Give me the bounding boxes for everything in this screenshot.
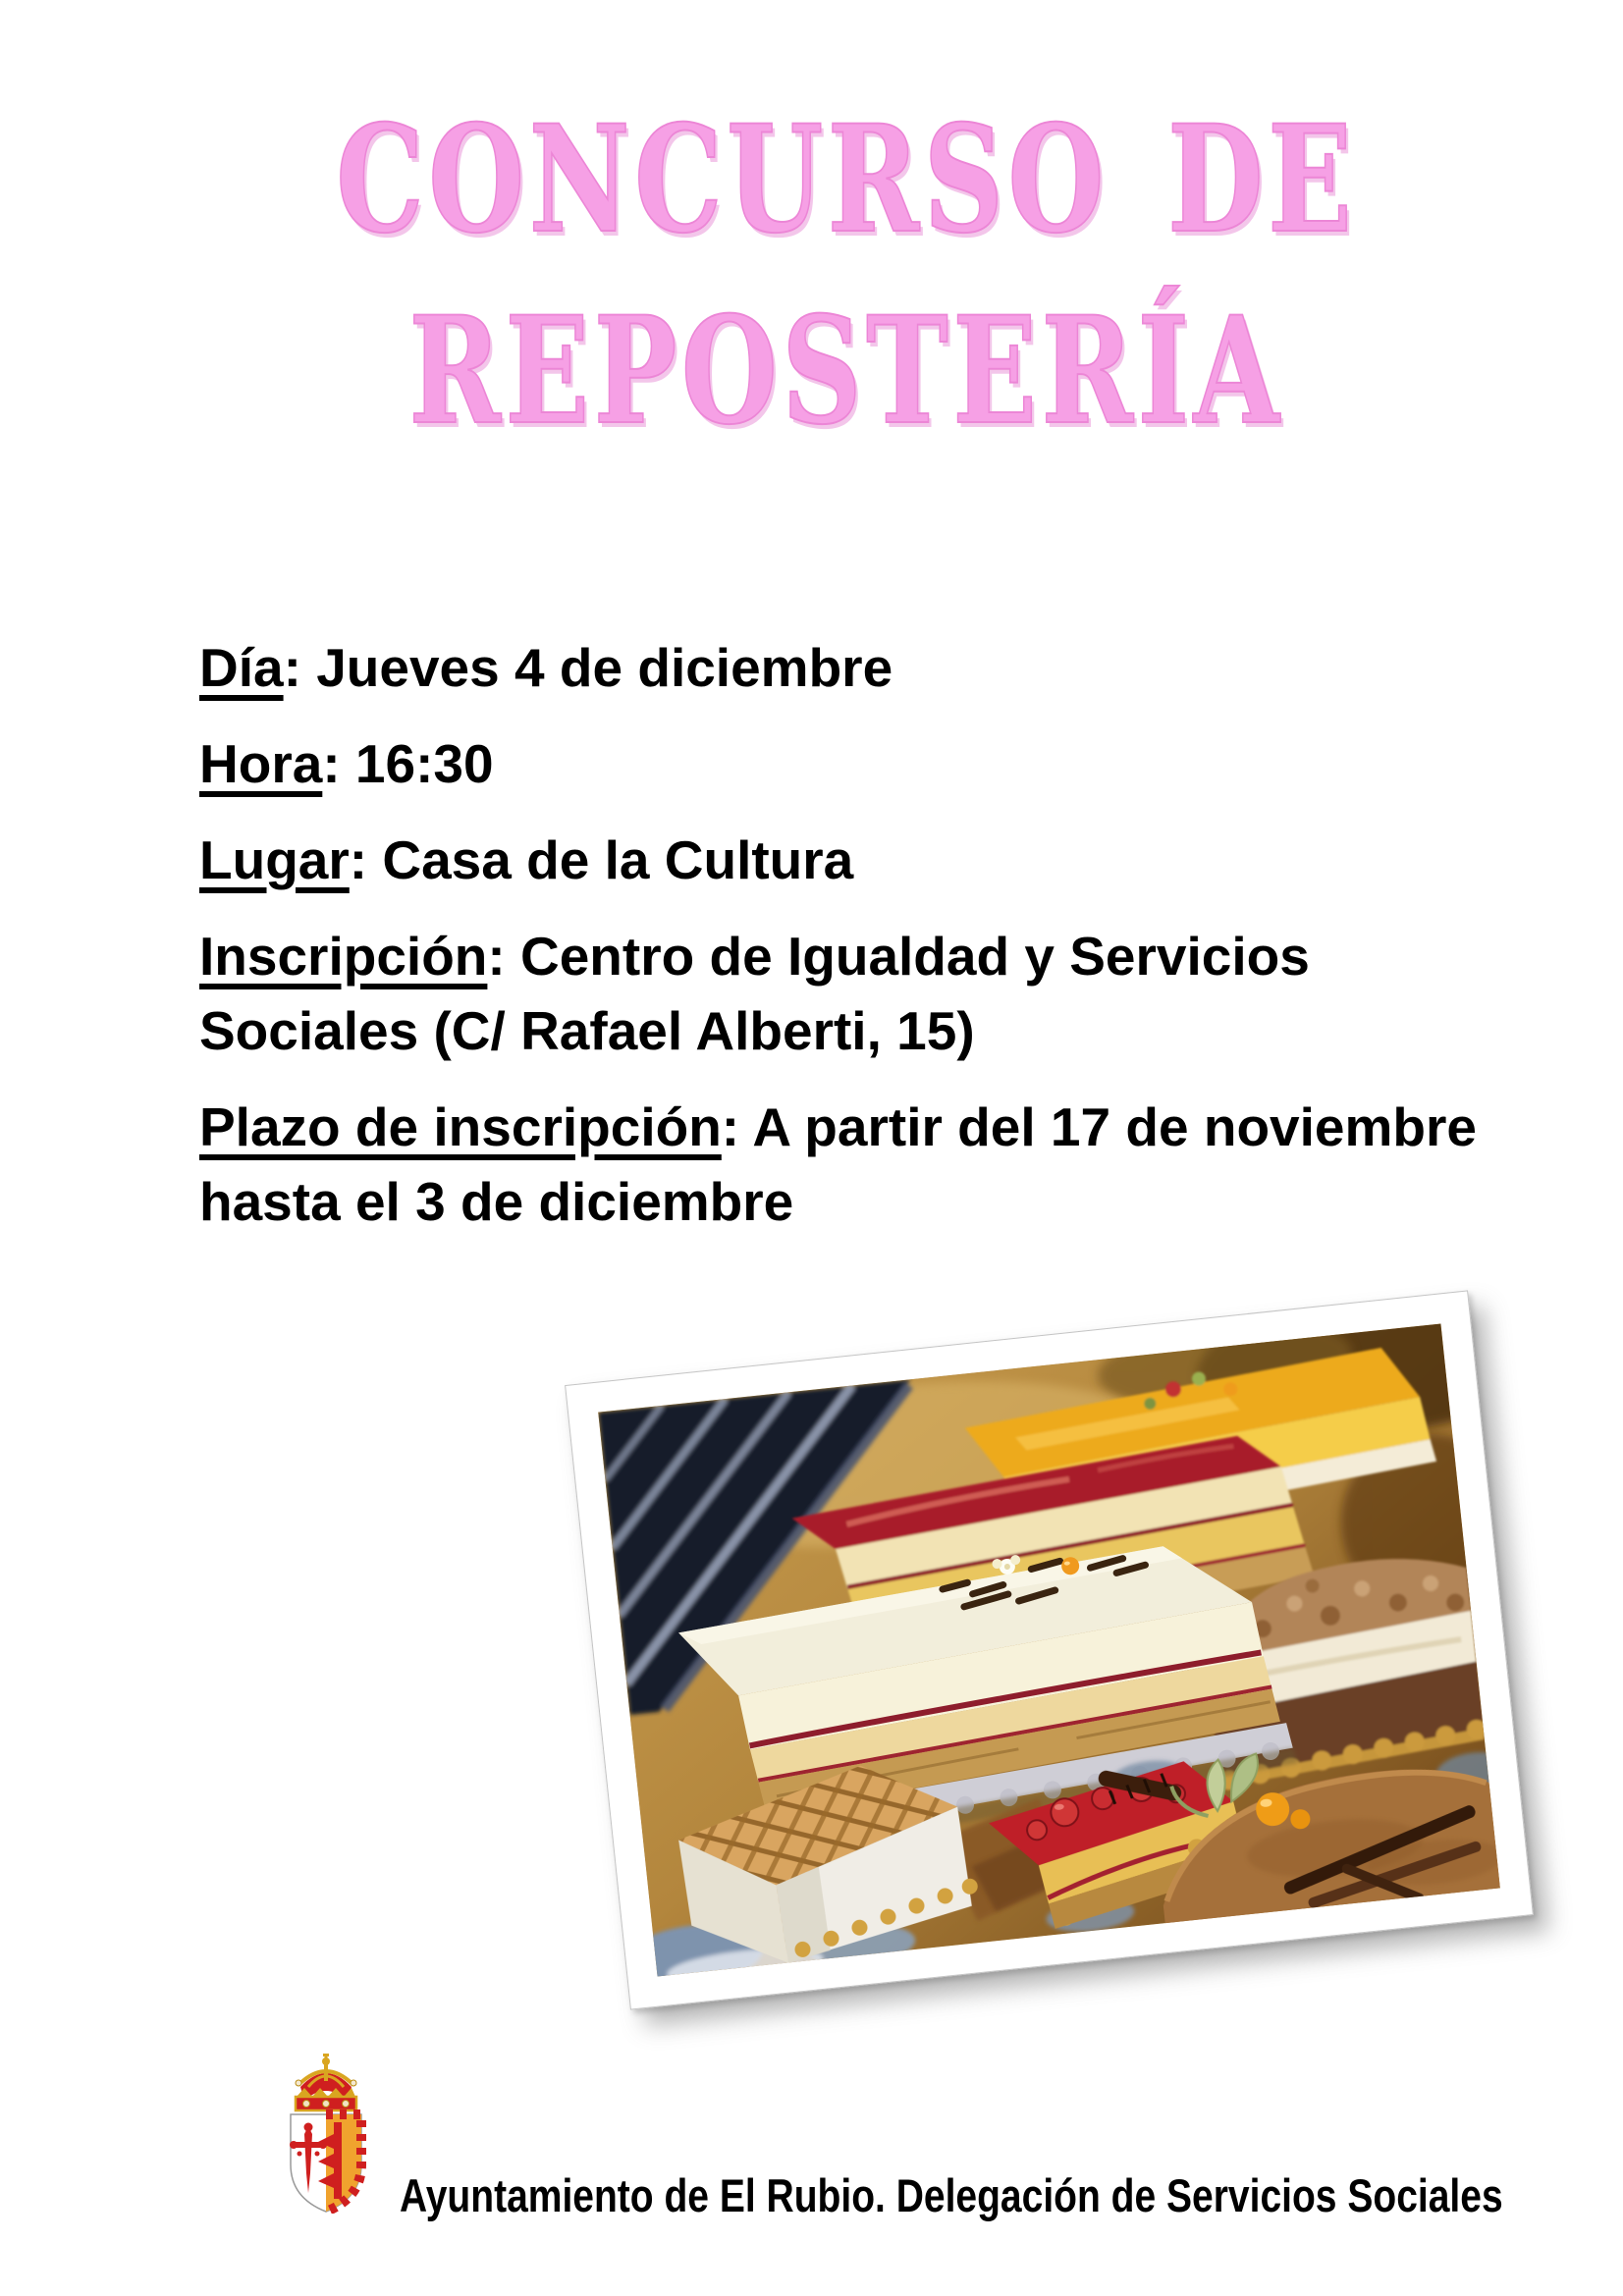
detail-registration-value: : Centro de Igualdad y Servicios Sociales (C/ Rafael Alberti, 15) [199,926,1310,1061]
detail-registration-period-label: Plazo de inscripción [199,1096,722,1157]
detail-time-value: : 16:30 [322,733,494,794]
detail-day-label: Día [199,637,284,698]
detail-registration-label: Inscripción [199,926,488,987]
detail-time-label: Hora [199,733,323,794]
detail-registration-period-value: : A partir del 17 de noviembre hasta el 3 de diciembre [199,1096,1477,1232]
cakes-photo [598,1323,1500,1976]
detail-registration [199,919,1515,1068]
detail-place [199,823,1515,897]
event-details [199,630,1515,1260]
poster-title-line-2 [69,285,1623,457]
el-rubio-coat-of-arms-logo [285,2054,367,2214]
detail-day-value: : Jueves 4 de diciembre [283,637,893,698]
poster-title-line-2-text: REPOSTERÍA [408,285,1283,457]
detail-day [199,630,1515,705]
poster-title-line-1-text: CONCURSO DE [335,93,1357,266]
cakes-photo-frame [565,1290,1534,2009]
detail-place-value: : Casa de la Cultura [349,829,854,890]
footer-credit: Ayuntamiento de El Rubio. Delegación de Servicios Sociales [400,2169,1503,2221]
detail-registration-period [199,1090,1515,1239]
detail-time [199,726,1515,801]
detail-place-label: Lugar [199,829,350,890]
poster-title-line-1 [69,93,1623,266]
